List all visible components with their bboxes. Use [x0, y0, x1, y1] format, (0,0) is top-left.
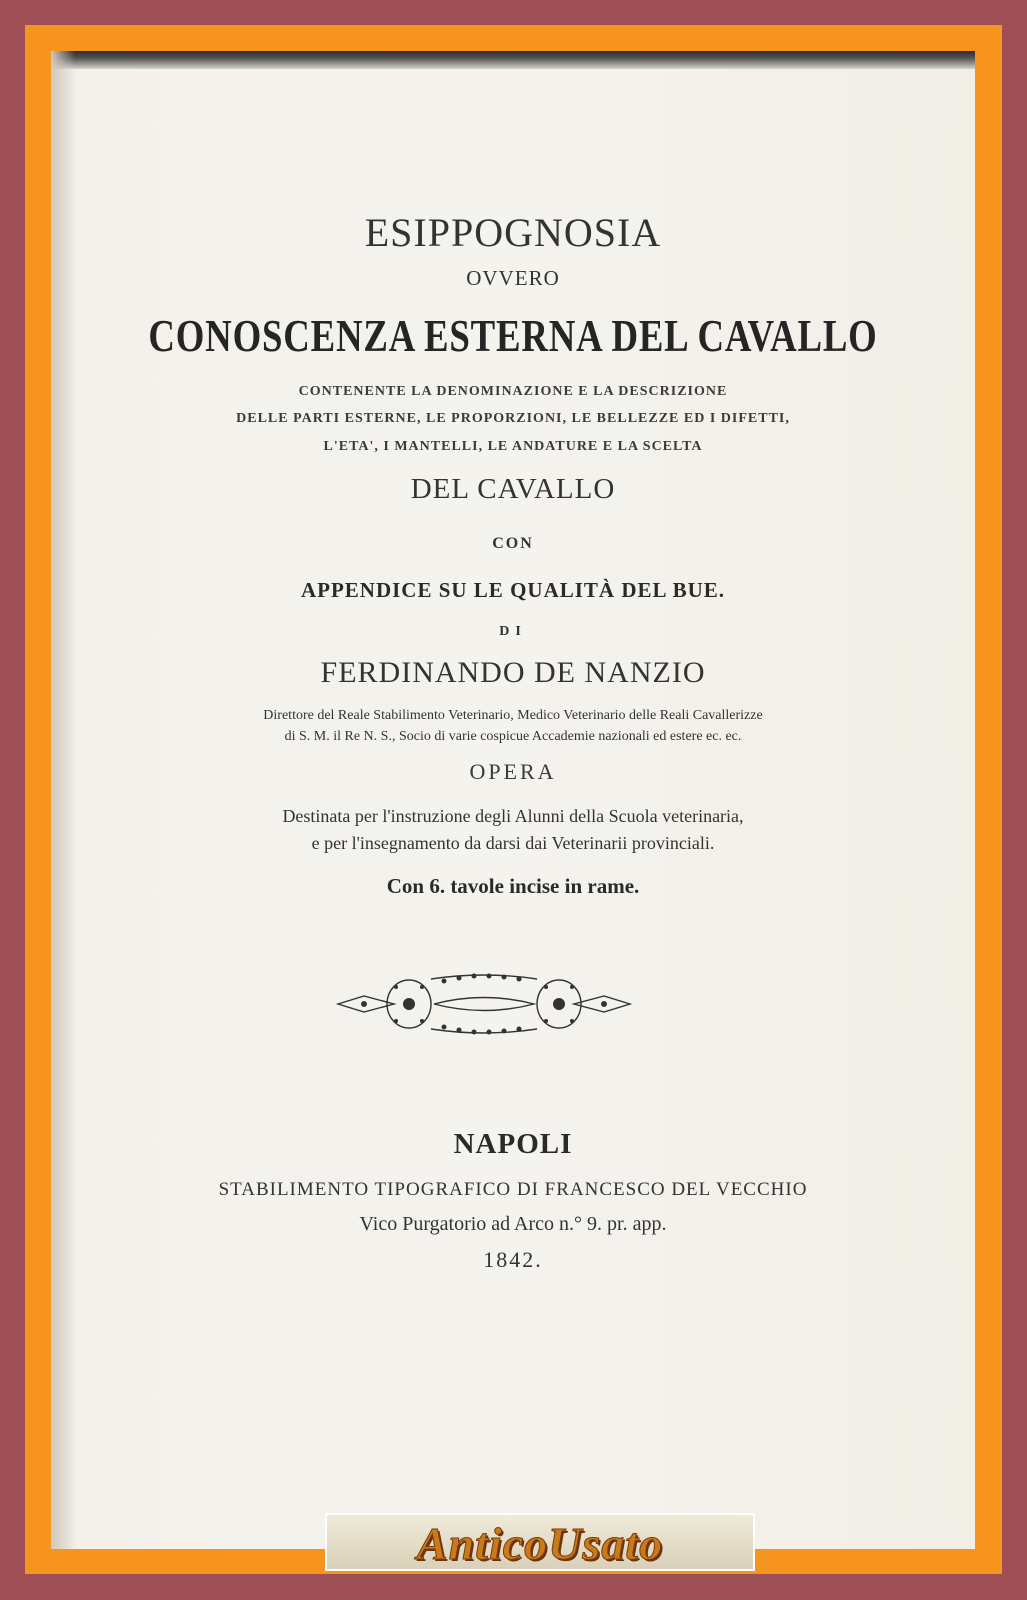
author-title-line: di S. M. il Re N. S., Socio di varie cospicue Accademie nazionali ed estere ec. ec. — [284, 729, 742, 744]
subtitle-line: CONTENENTE LA DENOMINAZIONE E LA DESCRIZIONE — [298, 384, 728, 399]
watermark-banner — [325, 1513, 755, 1571]
plates-note: Con 6. tavole incise in rame. — [386, 874, 640, 898]
main-title: CONOSCENZA ESTERNA DEL CAVALLO — [148, 310, 878, 361]
author-name: FERDINANDO DE NANZIO — [320, 656, 706, 689]
author-title-line: Direttore del Reale Stabilimento Veterinario, Medico Veterinario delle Reali Cavallerizze — [263, 708, 763, 723]
destination-line: e per l'insegnamento da darsi dai Veterinarii provinciali. — [311, 833, 715, 853]
destination-line: Destinata per l'instruzione degli Alunni della Scuola veterinaria, — [282, 806, 744, 826]
printer-name: STABILIMENTO TIPOGRAFICO DI FRANCESCO DEL VECCHIO — [218, 1179, 808, 1200]
printer-address: Vico Purgatorio ad Arco n.° 9. pr. app. — [359, 1213, 667, 1235]
connector-con: CON — [492, 535, 534, 552]
opera-label: OPERA — [469, 759, 557, 784]
ornament-vignette-icon — [334, 969, 634, 1039]
subtitle-line: L'ETA', I MANTELLI, LE ANDATURE E LA SCELTA — [323, 439, 703, 454]
subtitle-line: DELLE PARTI ESTERNE, LE PROPORZIONI, LE BELLEZZE ED I DIFETTI, — [236, 411, 790, 426]
book-title: ESIPPOGNOSIA — [364, 210, 662, 255]
watermark-logo: AnticoUsato — [416, 1518, 664, 1569]
publication-year: 1842. — [483, 1247, 543, 1272]
connector-di: DI — [499, 624, 527, 639]
publication-city: NAPOLI — [453, 1128, 573, 1160]
title-page — [51, 51, 975, 1549]
title-connector: OVVERO — [466, 266, 560, 290]
appendix-line: APPENDICE SU LE QUALITÀ DEL BUE. — [300, 578, 726, 602]
subtitle-subject: DEL CAVALLO — [410, 473, 616, 505]
